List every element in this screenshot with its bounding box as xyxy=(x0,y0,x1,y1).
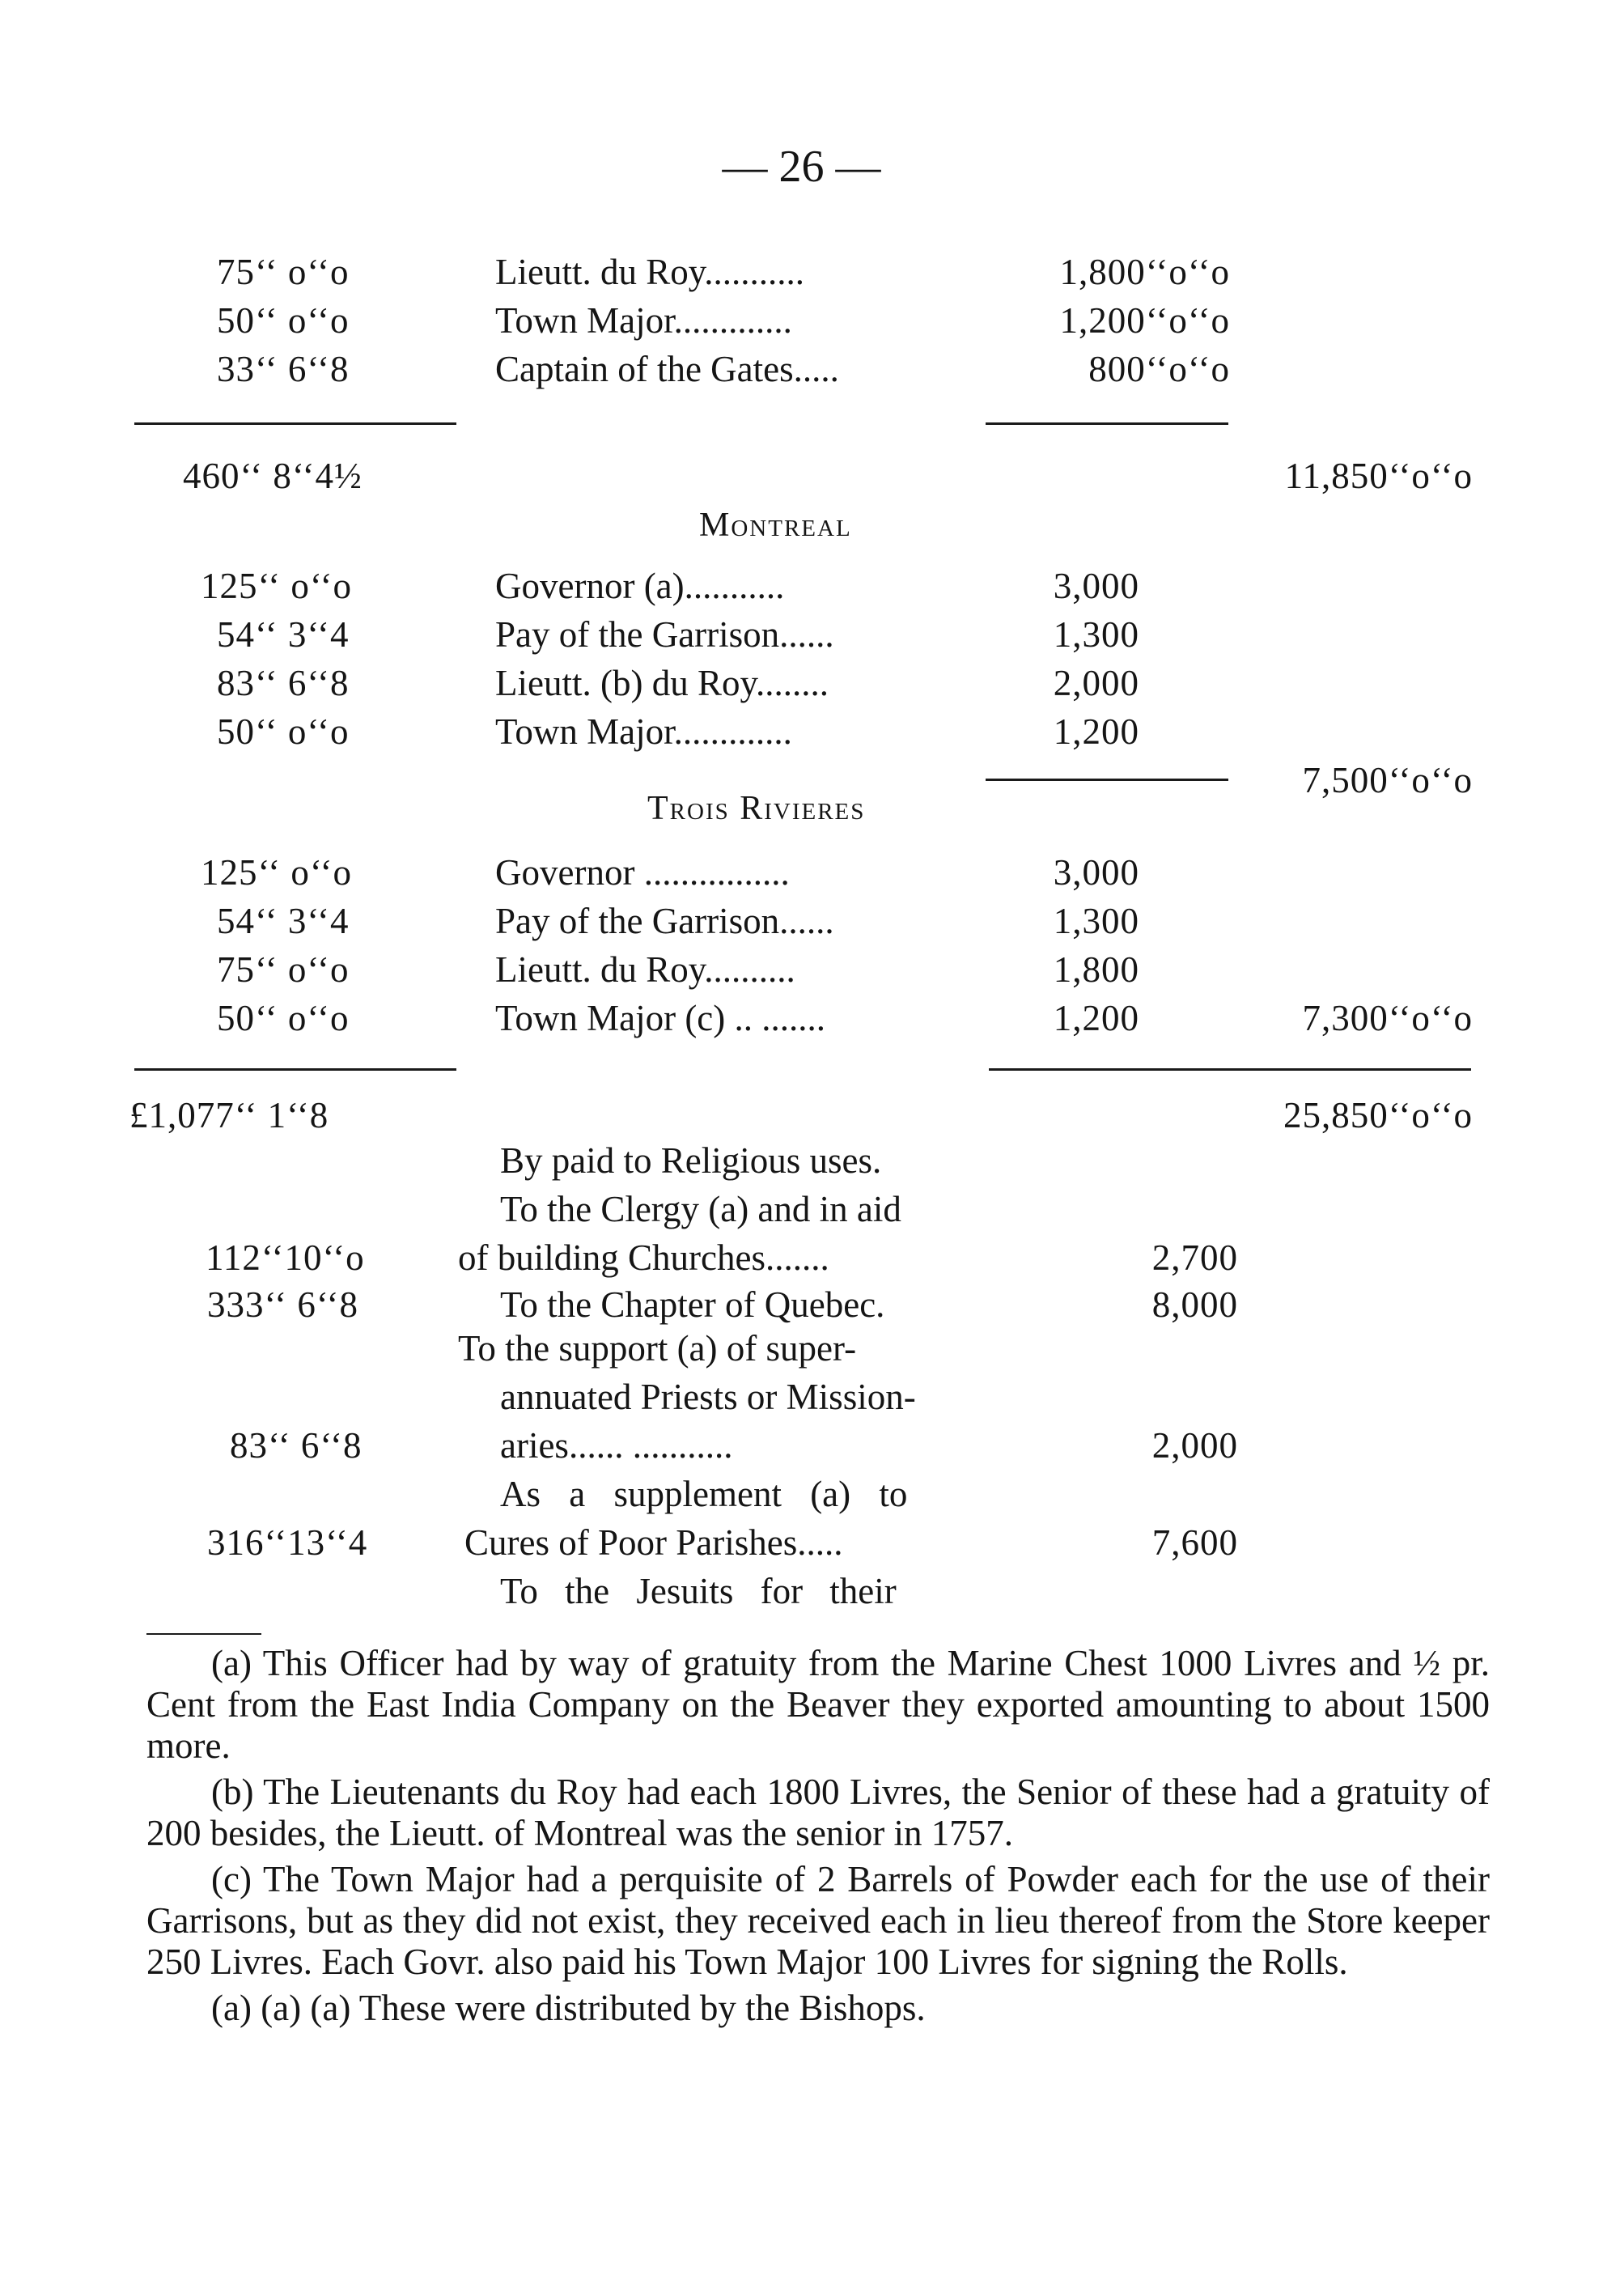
trois-rivieres-heading: Trois Rivieres xyxy=(647,790,866,827)
item-text-line: To the support (a) of super- xyxy=(458,1328,857,1369)
page-number: — 26 — xyxy=(722,142,881,192)
amount-livres: 2,700 xyxy=(1151,1237,1238,1278)
amount-livres: 2,000 xyxy=(1151,1425,1238,1466)
amount-pounds: 50‘‘ o‘‘o xyxy=(217,300,350,341)
amount-pounds: 54‘‘ 3‘‘4 xyxy=(217,614,350,655)
montreal-total: 7,500‘‘o‘‘o xyxy=(1302,760,1473,800)
amount-pounds: 83‘‘ 6‘‘8 xyxy=(217,663,350,703)
amount-pounds: 50‘‘ o‘‘o xyxy=(217,711,350,752)
amount-livres: 1,800‘‘o‘‘o xyxy=(1059,252,1230,292)
quebec-total-pounds: 460‘‘ 8‘‘4½ xyxy=(183,456,363,496)
footnote-a: (a) This Officer had by way of gratuity from the Marine Chest 1000 Livres and ½ pr. Cent from the East India Company on the Beaver they exported amounting to about 1500 more. xyxy=(146,1643,1490,1766)
amount-livres: 1,200 xyxy=(1053,998,1139,1038)
amount-pounds: 33‘‘ 6‘‘8 xyxy=(217,349,350,389)
amount-pounds: 54‘‘ 3‘‘4 xyxy=(217,901,350,941)
amount-livres: 3,000 xyxy=(1053,852,1139,893)
row-label: Pay of the Garrison...... xyxy=(495,614,834,655)
amount-livres: 800‘‘o‘‘o xyxy=(1088,349,1230,389)
amount-livres: 1,800 xyxy=(1053,949,1139,990)
amount-livres: 1,200 xyxy=(1053,711,1139,752)
amount-livres: 3,000 xyxy=(1053,566,1139,606)
row-label: Town Major (c) .. ....... xyxy=(495,998,826,1038)
amount-pounds: 75‘‘ o‘‘o xyxy=(217,252,350,292)
montreal-heading: Montreal xyxy=(699,507,852,544)
grand-total-rule-right xyxy=(989,1068,1471,1071)
amount-pounds: 125‘‘ o‘‘o xyxy=(201,852,353,893)
grand-total-livres: 25,850‘‘o‘‘o xyxy=(1283,1095,1473,1135)
row-label: Governor ................ xyxy=(495,852,790,893)
amount-pounds: 83‘‘ 6‘‘8 xyxy=(230,1425,363,1466)
amount-pounds: 50‘‘ o‘‘o xyxy=(217,998,350,1038)
religious-intro: By paid to Religious uses. xyxy=(500,1140,882,1181)
row-label: Lieutt. du Roy.......... xyxy=(495,949,795,990)
item-text-line: To the Chapter of Quebec. xyxy=(500,1284,885,1325)
row-label: Town Major............. xyxy=(495,300,792,341)
amount-pounds: 316‘‘13‘‘4 xyxy=(207,1522,368,1563)
grand-total-rule-left xyxy=(134,1068,456,1071)
item-text-line: Cures of Poor Parishes..... xyxy=(464,1522,843,1563)
amount-pounds: 333‘‘ 6‘‘8 xyxy=(207,1284,359,1325)
row-label: Lieutt. (b) du Roy........ xyxy=(495,663,829,703)
item-text-line: annuated Priests or Mission- xyxy=(500,1377,916,1417)
amount-livres: 7,600 xyxy=(1151,1522,1238,1563)
trois-rivieres-total: 7,300‘‘o‘‘o xyxy=(1302,998,1473,1038)
footnote-c: (c) The Town Major had a perquisite of 2 Barrels of Powder each for the use of their Garrisons, but as they did not exist, they received each in lieu thereof from the Store keeper 250 Livres. Each Govr. also paid his Town Major 100 Livres for signing the Rolls. xyxy=(146,1859,1490,1982)
amount-livres: 1,300 xyxy=(1053,614,1139,655)
amount-livres: 2,000 xyxy=(1053,663,1139,703)
quebec-total-livres: 11,850‘‘o‘‘o xyxy=(1284,456,1473,496)
amount-livres: 8,000 xyxy=(1151,1284,1238,1325)
amount-livres: 1,300 xyxy=(1053,901,1139,941)
item-text-line: To the Clergy (a) and in aid xyxy=(500,1189,901,1229)
item-text-line: To the Jesuits for their xyxy=(500,1571,897,1611)
amount-pounds: 75‘‘ o‘‘o xyxy=(217,949,350,990)
row-label: Captain of the Gates..... xyxy=(495,349,839,389)
footnote-rule xyxy=(146,1633,261,1635)
footnotes xyxy=(146,1643,1490,2034)
footnote-aaa: (a) (a) (a) These were distributed by the Bishops. xyxy=(211,1988,926,2028)
amount-pounds: 112‘‘10‘‘o xyxy=(206,1237,365,1278)
row-label: Pay of the Garrison...... xyxy=(495,901,834,941)
grand-total-pounds: £1,077‘‘ 1‘‘8 xyxy=(129,1095,329,1135)
amount-livres: 1,200‘‘o‘‘o xyxy=(1059,300,1230,341)
row-label: Town Major............. xyxy=(495,711,792,752)
row-label: Lieutt. du Roy........... xyxy=(495,252,805,292)
item-text-line: of building Churches....... xyxy=(458,1237,829,1278)
item-text-line: aries...... ........... xyxy=(500,1425,733,1466)
subtotal-rule-left xyxy=(134,422,456,425)
montreal-subtotal-rule xyxy=(986,779,1228,781)
footnote-b: (b) The Lieutenants du Roy had each 1800 Livres, the Senior of these had a gratuity of 200 besides, the Lieutt. of Montreal was the senior in 1757. xyxy=(146,1772,1490,1853)
row-label: Governor (a)........... xyxy=(495,566,785,606)
subtotal-rule-right xyxy=(986,422,1228,425)
amount-pounds: 125‘‘ o‘‘o xyxy=(201,566,353,606)
item-text-line: As a supplement (a) to xyxy=(500,1474,908,1514)
